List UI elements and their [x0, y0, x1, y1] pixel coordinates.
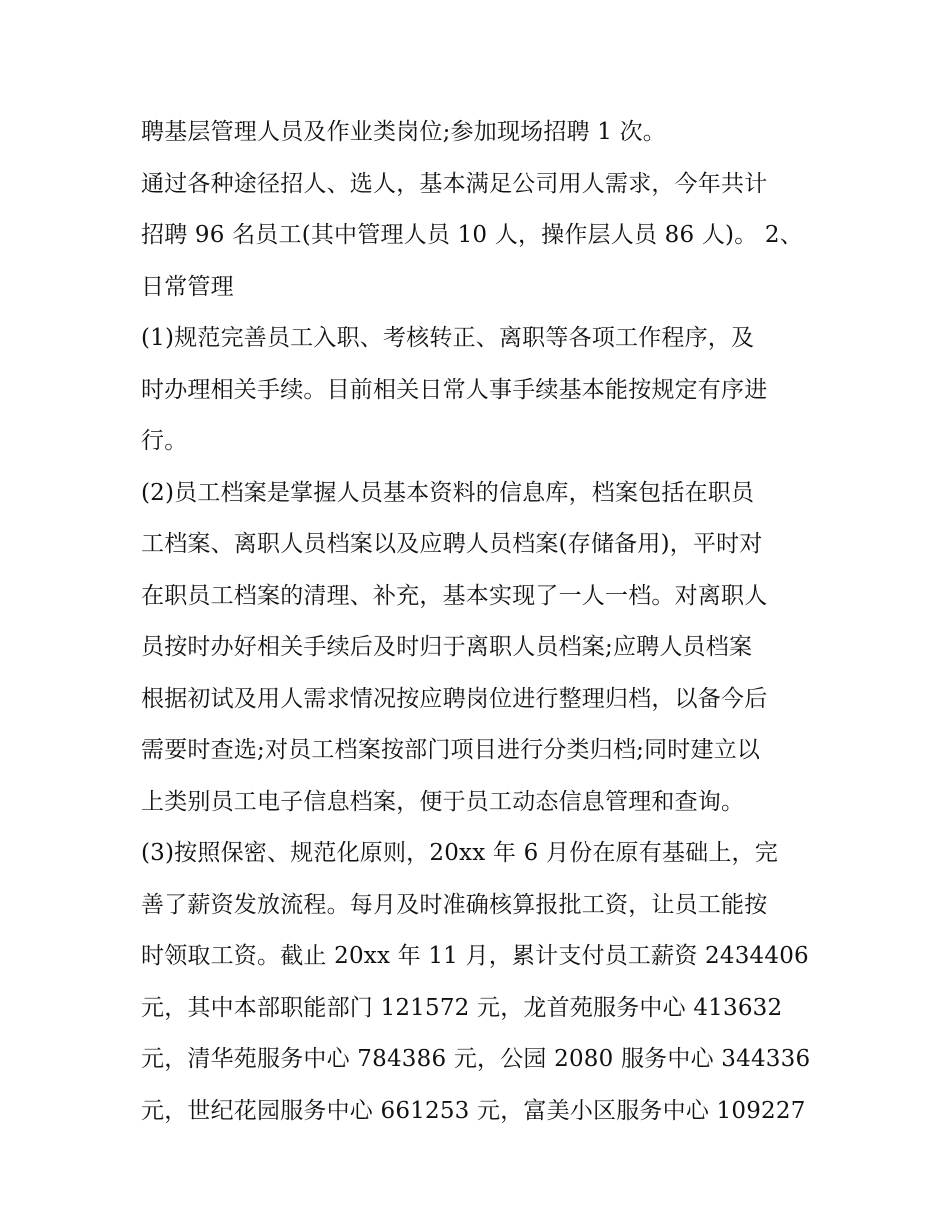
text-line: 工档案、离职人员档案以及应聘人员档案(存储备用)，平时对 — [141, 531, 763, 557]
body-text — [141, 107, 821, 1137]
text-line: 时领取工资。截止 20xx 年 11 月，累计支付员工薪资 2434406 — [141, 943, 809, 969]
text-line: 元，世纪花园服务中心 661253 元，富美小区服务中心 109227 — [141, 1097, 806, 1124]
text-line: 元，清华苑服务中心 784386 元，公园 2080 服务中心 344336 — [141, 1046, 811, 1072]
text-line: 行。 — [141, 428, 188, 454]
text-line: 招聘 96 名员工(其中管理人员 10 人，操作层人员 86 人)。 2、 — [141, 222, 803, 248]
text-line: 元，其中本部职能部门 121572 元，龙首苑服务中心 413632 — [141, 994, 783, 1021]
text-line: 时办理相关手续。目前相关日常人事手续基本能按规定有序进 — [141, 376, 768, 403]
text-line: 根据初试及用人需求情况按应聘岗位进行整理归档，以备今后 — [141, 685, 768, 712]
text-line: 聘基层管理人员及作业类岗位;参加现场招聘 1 次。 — [141, 119, 667, 145]
text-line: 需要时查选;对员工档案按部门项目进行分类归档;同时建立以 — [141, 737, 761, 763]
text-line: (1)规范完善员工入职、考核转正、离职等各项工作程序，及 — [141, 325, 755, 351]
text-line: 上类别员工电子信息档案，便于员工动态信息管理和查询。 — [141, 788, 745, 815]
text-line: (3)按照保密、规范化原则，20xx 年 6 月份在原有基础上，完 — [141, 840, 778, 866]
text-line: 通过各种途径招人、选人，基本满足公司用人需求，今年共计 — [141, 170, 768, 197]
text-line: 在职员工档案的清理、补充，基本实现了一人一档。对离职人 — [141, 582, 768, 609]
text-line: 善了薪资发放流程。每月及时准确核算报批工资，让员工能按 — [141, 891, 768, 918]
text-line: (2)员工档案是掌握人员基本资料的信息库，档案包括在职员 — [141, 479, 755, 506]
text-line: 员按时办好相关手续后及时归于离职人员档案;应聘人员档案 — [141, 634, 753, 660]
text-line: 日常管理 — [141, 273, 234, 300]
